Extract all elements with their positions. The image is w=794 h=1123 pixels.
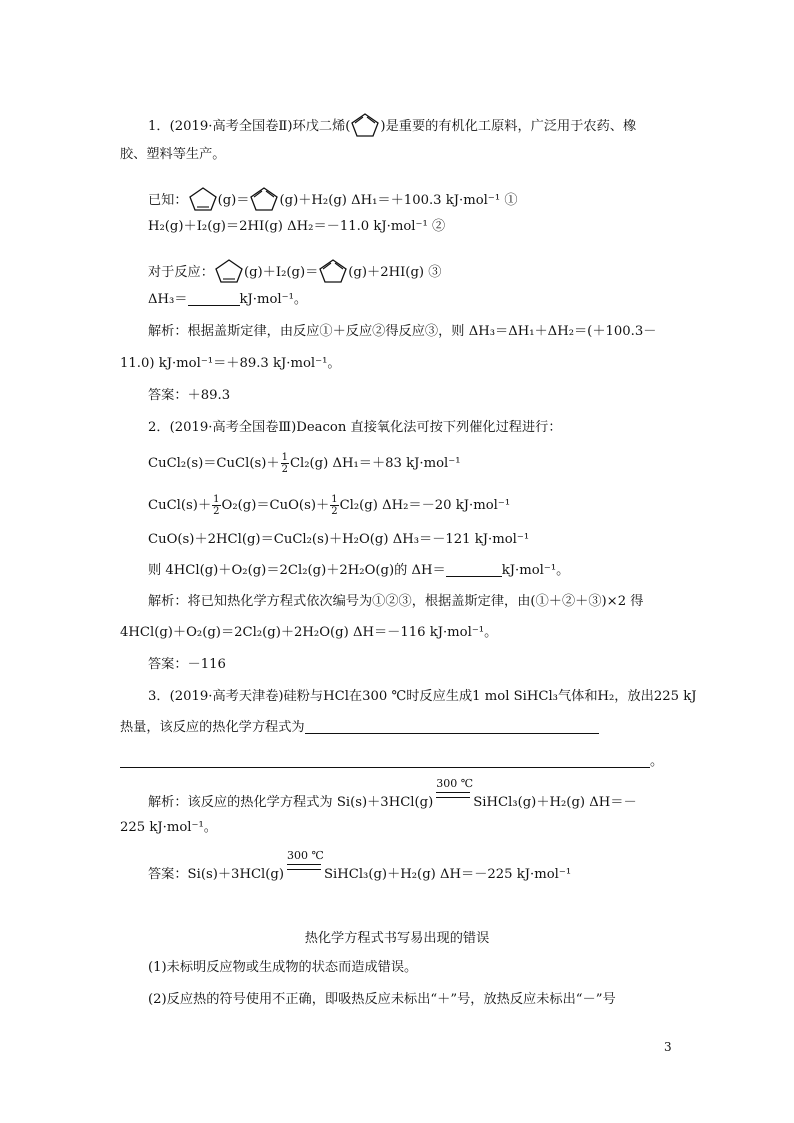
- answer-blank[interactable]: [446, 562, 502, 577]
- q1-known-eq2: H₂(g)＋I₂(g)＝2HI(g) ΔH₂＝－11.0 kJ·mol⁻¹ ②: [148, 219, 446, 234]
- q1-intro-line: [148, 112, 636, 138]
- eq1-tail: (g)＋H₂(g) ΔH₁＝＋100.3 kJ·mol⁻¹ ①: [279, 193, 518, 208]
- notes-title: 热化学方程式书写易出现的错误: [304, 931, 490, 946]
- answer-blank[interactable]: [188, 291, 240, 306]
- condition-label: 300 ℃: [436, 777, 474, 790]
- page-number: 3: [664, 1040, 672, 1054]
- cyclopentene-structure-icon: [188, 186, 218, 212]
- q1-intro-text-cont: )是重要的有机化工原料，广泛用于农药、橡: [380, 119, 637, 134]
- q2-eq2-a: CuCl(s)＋: [148, 498, 212, 513]
- q1-analysis-line-2: 11.0) kJ·mol⁻¹＝＋89.3 kJ·mol⁻¹。: [120, 356, 341, 371]
- fraction-half: $\frac{1}{2}$: [281, 452, 288, 475]
- answer-blank[interactable]: [305, 719, 599, 734]
- q2-eq2-c: Cl₂(g) ΔH₂＝－20 kJ·mol⁻¹: [339, 498, 511, 513]
- notes-item-1: (1)未标明反应物或生成物的状态而造成错误。: [148, 960, 418, 975]
- q3-answer-b: SiHCl₃(g)＋H₂(g) ΔH＝－225 kJ·mol⁻¹: [324, 867, 572, 882]
- notes-item-2: (2)反应热的符号使用不正确，即吸热反应未标出“＋”号，放热反应未标出“－”号: [148, 992, 616, 1007]
- known-label: 已知：: [148, 193, 188, 208]
- q2-then-a: 则 4HCl(g)＋O₂(g)＝2Cl₂(g)＋2H₂O(g)的 ΔH＝: [148, 563, 446, 578]
- reaction-label: 对于反应：: [148, 265, 214, 280]
- cyclopentadiene-structure-icon: [350, 112, 380, 138]
- q1-known-eq1: [148, 186, 518, 212]
- q3-analysis-b: SiHCl₃(g)＋H₂(g) ΔH＝－: [473, 795, 637, 810]
- reaction-condition-arrow: [287, 849, 324, 878]
- q2-eq1: [148, 452, 461, 475]
- q3-blank-line-2: [120, 752, 663, 772]
- q3-intro: 3．(2019·高考天津卷)硅粉与HCl在300 ℃时反应生成1 mol SiHCl₃气体和H₂，放出225 kJ: [148, 689, 697, 704]
- q2-then: [148, 561, 569, 581]
- cyclopentadiene-structure-icon: [318, 258, 348, 284]
- q3-period: 。: [650, 754, 664, 769]
- condition-label: 300 ℃: [287, 849, 324, 862]
- q2-eq2-b: O₂(g)＝CuO(s)＋: [221, 498, 330, 513]
- q1-dh3-fill: [148, 290, 307, 310]
- q3-intro-line-2: [120, 718, 599, 738]
- q3-analysis-line-2: 225 kJ·mol⁻¹。: [120, 820, 217, 835]
- q2-eq2: [148, 494, 510, 517]
- fraction-half: $\frac{1}{2}$: [331, 494, 338, 517]
- eq3-tail: (g)＋2HI(g) ③: [348, 265, 442, 280]
- q2-eq1-b: Cl₂(g) ΔH₁＝＋83 kJ·mol⁻¹: [289, 456, 461, 471]
- q3-analysis-a: 解析：该反应的热化学方程式为 Si(s)＋3HCl(g): [148, 795, 434, 810]
- q2-intro: 2．(2019·高考全国卷Ⅲ)Deacon 直接氧化法可按下列催化过程进行：: [148, 420, 562, 435]
- dh3-label: ΔH₃＝: [148, 292, 188, 307]
- cyclopentene-structure-icon: [214, 258, 244, 284]
- eq1-mid: (g)＝: [217, 193, 250, 208]
- q2-eq3: CuO(s)＋2HCl(g)＝CuCl₂(s)＋H₂O(g) ΔH₃＝－121 kJ·mol⁻¹: [148, 532, 530, 547]
- fraction-half: $\frac{1}{2}$: [213, 494, 220, 517]
- dh3-unit: kJ·mol⁻¹。: [239, 292, 308, 307]
- q3-analysis-line-1: [148, 777, 637, 813]
- q3-answer-a: 答案：Si(s)＋3HCl(g): [148, 867, 284, 882]
- q1-reaction-eq3: [148, 258, 441, 284]
- q1-analysis-line-1: 解析：根据盖斯定律，由反应①＋反应②得反应③，则 ΔH₃＝ΔH₁＋ΔH₂＝(＋100.3－: [148, 324, 657, 339]
- q1-intro-line-2: 胶、塑料等生产。: [120, 147, 226, 162]
- q2-answer: 答案：－116: [148, 657, 226, 672]
- q3-intro-b: 热量，该反应的热化学方程式为: [120, 720, 305, 735]
- q2-analysis-line-1: 解析：将已知热化学方程式依次编号为①②③，根据盖斯定律，由(①＋②＋③)×2 得: [148, 594, 644, 609]
- q1-answer: 答案：＋89.3: [148, 388, 231, 403]
- q2-analysis-line-2: 4HCl(g)＋O₂(g)＝2Cl₂(g)＋2H₂O(g) ΔH＝－116 kJ·mol⁻¹。: [120, 625, 498, 640]
- q1-intro-text: 1．(2019·高考全国卷Ⅱ)环戊二烯(: [148, 119, 351, 134]
- eq3-mid: (g)＋I₂(g)＝: [243, 265, 319, 280]
- q2-then-b: kJ·mol⁻¹。: [501, 563, 570, 578]
- answer-blank[interactable]: [120, 753, 650, 768]
- reaction-condition-arrow: [436, 777, 474, 806]
- q3-answer: [148, 849, 572, 885]
- q2-eq1-a: CuCl₂(s)＝CuCl(s)＋: [148, 456, 280, 471]
- cyclopentadiene-structure-icon: [249, 186, 279, 212]
